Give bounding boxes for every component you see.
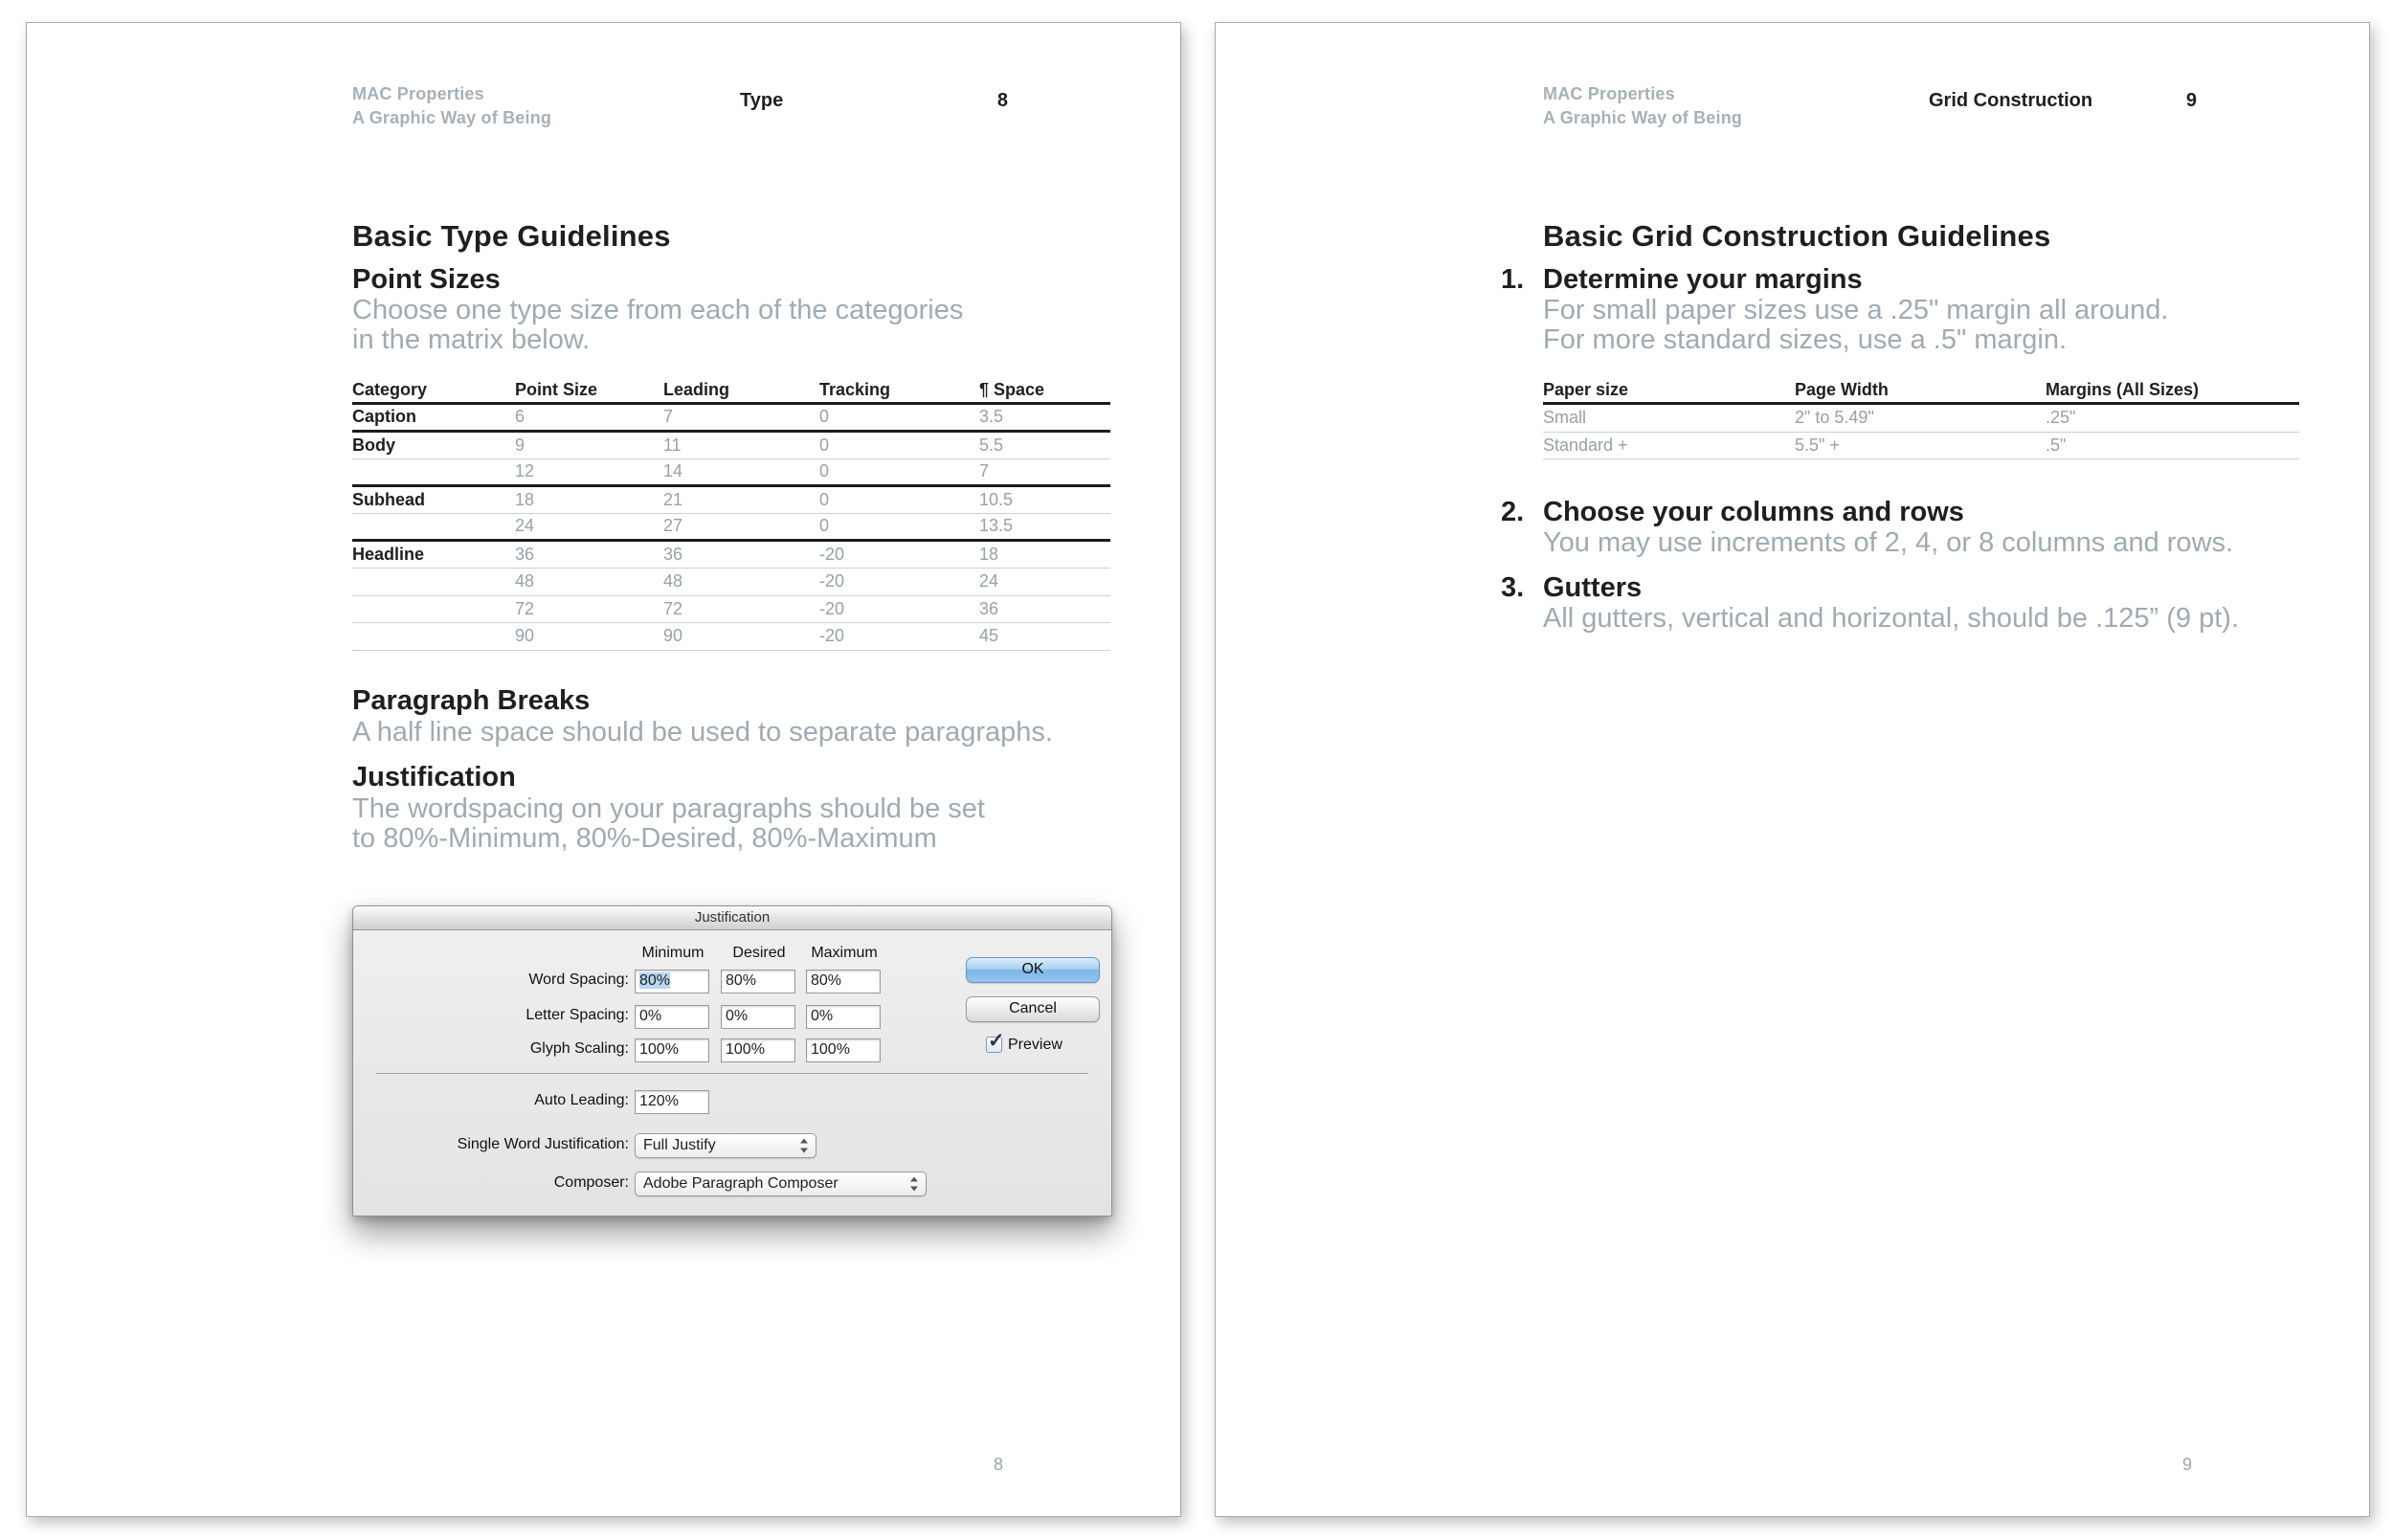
- glyph-scaling-desired-field[interactable]: 100%: [721, 1038, 795, 1062]
- justification-dialog: [352, 905, 1112, 1216]
- word-spacing-min-field[interactable]: 80%: [635, 970, 709, 993]
- item-desc-margins: For small paper sizes use a .25" margin all around. For more standard sizes, use a .5" margin.: [1543, 295, 2169, 355]
- page-type: [26, 22, 1181, 1517]
- table-row: 48 48 -20 24: [352, 569, 1110, 596]
- letter-spacing-max-field[interactable]: 0%: [806, 1005, 881, 1029]
- list-number: 3.: [1501, 572, 1525, 603]
- page-title: Basic Grid Construction Guidelines: [1543, 219, 2051, 253]
- table-row: 24 27 0 13.5: [352, 514, 1110, 542]
- justification-desc: The wordspacing on your paragraphs should be set to 80%-Minimum, 80%-Desired, 80%-Maximum: [352, 793, 985, 854]
- word-spacing-desired-field[interactable]: 80%: [721, 970, 795, 993]
- letter-spacing-desired-field[interactable]: 0%: [721, 1005, 795, 1029]
- running-header-label: Type: [740, 90, 784, 111]
- glyph-scaling-label: Glyph Scaling:: [529, 1040, 629, 1057]
- running-header-page-number: 8: [996, 90, 1008, 111]
- ok-button[interactable]: OK: [966, 957, 1100, 983]
- column-header-minimum: Minimum: [641, 945, 704, 961]
- word-spacing-max-field[interactable]: 80%: [806, 970, 881, 993]
- running-header-label: Grid Construction: [1929, 90, 2093, 111]
- brand-line1: MAC Properties: [352, 84, 484, 103]
- glyph-scaling-min-field[interactable]: 100%: [635, 1038, 709, 1062]
- single-word-justification-select[interactable]: Full Justify: [635, 1133, 816, 1158]
- table-row: Subhead 18 21 0 10.5: [352, 487, 1110, 515]
- single-word-justification-label: Single Word Justification:: [457, 1136, 629, 1152]
- table-row: 72 72 -20 36: [352, 596, 1110, 624]
- dialog-divider: [376, 1073, 1088, 1074]
- footer-page-number: 9: [2181, 1455, 2192, 1474]
- list-number: 2.: [1501, 497, 1525, 527]
- justification-heading: Justification: [352, 762, 516, 792]
- brand-line2: A Graphic Way of Being: [1543, 108, 1743, 127]
- table-header-row: Paper size Page Width Margins (All Sizes): [1543, 377, 2299, 405]
- letter-spacing-label: Letter Spacing:: [526, 1007, 629, 1023]
- table-row: Caption 6 7 0 3.5: [352, 405, 1110, 433]
- table-row: Headline 36 36 -20 18: [352, 542, 1110, 569]
- item-heading-margins: Determine your margins: [1543, 264, 1863, 295]
- item-heading-gutters: Gutters: [1543, 572, 1643, 603]
- paragraph-breaks-heading: Paragraph Breaks: [352, 685, 591, 716]
- word-spacing-label: Word Spacing:: [528, 971, 629, 988]
- stepper-icon: [909, 1177, 919, 1192]
- checkmark-icon: ✓: [988, 1030, 1005, 1052]
- column-header-maximum: Maximum: [811, 945, 878, 961]
- brand-line2: A Graphic Way of Being: [352, 108, 552, 127]
- type-matrix-table: [352, 377, 1110, 651]
- item-desc-gutters: All gutters, vertical and horizontal, should be .125” (9 pt).: [1543, 603, 2239, 634]
- table-header-row: Category Point Size Leading Tracking ¶ Space: [352, 377, 1110, 405]
- page-grid-construction: [1215, 22, 2370, 1517]
- point-sizes-desc: Choose one type size from each of the categories in the matrix below.: [352, 295, 964, 355]
- margins-table: [1543, 377, 2299, 459]
- auto-leading-label: Auto Leading:: [534, 1092, 629, 1108]
- cancel-button[interactable]: Cancel: [966, 996, 1100, 1022]
- item-heading-columns: Choose your columns and rows: [1543, 497, 1964, 527]
- table-row: Small 2" to 5.49" .25": [1543, 405, 2299, 433]
- column-header-desired: Desired: [732, 945, 786, 961]
- dialog-title-bar[interactable]: Justification: [353, 906, 1111, 930]
- list-number: 1.: [1501, 264, 1525, 295]
- table-row: Standard + 5.5" + .5": [1543, 433, 2299, 460]
- auto-leading-field[interactable]: 120%: [635, 1090, 709, 1114]
- composer-label: Composer:: [553, 1174, 629, 1191]
- item-desc-columns: You may use increments of 2, 4, or 8 columns and rows.: [1543, 527, 2234, 558]
- point-sizes-heading: Point Sizes: [352, 264, 501, 295]
- stepper-icon: [799, 1139, 809, 1153]
- table-row: Body 9 11 0 5.5: [352, 433, 1110, 460]
- running-header-page-number: 9: [2185, 90, 2197, 111]
- letter-spacing-min-field[interactable]: 0%: [635, 1005, 709, 1029]
- brand-line1: MAC Properties: [1543, 84, 1675, 103]
- brand-block: [1543, 82, 1742, 130]
- preview-label: Preview: [1008, 1037, 1062, 1053]
- preview-checkbox[interactable]: [986, 1030, 1005, 1053]
- glyph-scaling-max-field[interactable]: 100%: [806, 1038, 881, 1062]
- table-row: 12 14 0 7: [352, 459, 1110, 487]
- paragraph-breaks-desc: A half line space should be used to separate paragraphs.: [352, 717, 1053, 748]
- footer-page-number: 8: [993, 1455, 1003, 1474]
- brand-block: [352, 82, 551, 130]
- composer-select[interactable]: Adobe Paragraph Composer: [635, 1172, 927, 1196]
- page-title: Basic Type Guidelines: [352, 219, 671, 253]
- table-row: 90 90 -20 45: [352, 623, 1110, 651]
